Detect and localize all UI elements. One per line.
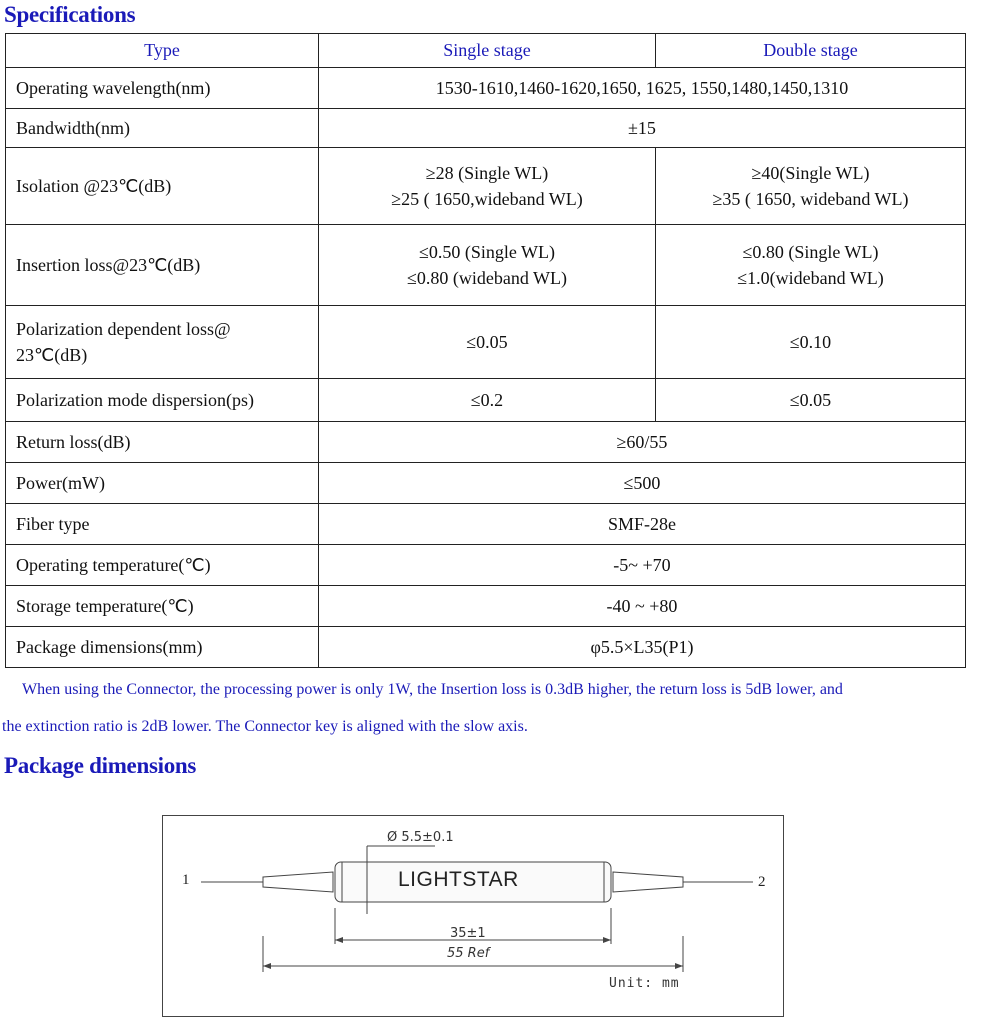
- specifications-table: [5, 33, 966, 668]
- overall-length-label: 55 Ref: [447, 946, 490, 961]
- arrow-head: [675, 963, 683, 969]
- port-1-label: 1: [182, 872, 190, 888]
- table-header-row: [6, 34, 966, 68]
- table-row: [6, 306, 966, 379]
- package-drawing: [162, 815, 784, 1017]
- row-value: -5~ +70: [319, 545, 966, 586]
- label-line: 23℃(dB): [16, 345, 88, 365]
- row-value: 1530-1610,1460-1620,1650, 1625, 1550,1480,1450,1310: [319, 68, 966, 109]
- diameter-label: Ø 5.5±0.1: [387, 830, 454, 845]
- row-label: Isolation @23℃(dB): [6, 148, 319, 225]
- arrow-head: [263, 963, 271, 969]
- row-label: Bandwidth(nm): [6, 109, 319, 148]
- row-label: Storage temperature(℃): [6, 586, 319, 627]
- row-label: Fiber type: [6, 504, 319, 545]
- value-line: ≤0.50 (Single WL): [418, 242, 556, 262]
- single-stage-value: [319, 225, 656, 306]
- header-type: Type: [6, 34, 319, 68]
- row-value: ≥60/55: [319, 422, 966, 463]
- table-row: [6, 586, 966, 627]
- value-line: ≥35 ( 1650, wideband WL): [712, 189, 909, 209]
- unit-label: Unit: mm: [609, 976, 680, 991]
- row-value: φ5.5×L35(P1): [319, 627, 966, 668]
- port-2-label: 2: [758, 874, 766, 890]
- body-length-label: 35±1: [450, 926, 486, 941]
- arrow-head: [335, 937, 343, 943]
- row-label: Operating wavelength(nm): [6, 68, 319, 109]
- row-label: [6, 306, 319, 379]
- table-row: [6, 225, 966, 306]
- label-line: Polarization dependent loss@: [16, 319, 231, 339]
- table-row: [6, 463, 966, 504]
- row-label: Return loss(dB): [6, 422, 319, 463]
- double-stage-value: [656, 225, 966, 306]
- double-stage-value: ≤0.10: [656, 306, 966, 379]
- single-stage-value: ≤0.2: [319, 379, 656, 422]
- row-label: Polarization mode dispersion(ps): [6, 379, 319, 422]
- left-boot: [263, 872, 333, 892]
- row-label: Power(mW): [6, 463, 319, 504]
- specifications-heading: Specifications: [4, 2, 136, 27]
- connector-note-line1: When using the Connector, the processing power is only 1W, the Insertion loss is 0.3dB higher, the return loss is 5dB lower, and: [22, 681, 843, 698]
- package-dimensions-heading: Package dimensions: [4, 753, 197, 778]
- table-row: [6, 627, 966, 668]
- table-row: [6, 422, 966, 463]
- value-line: ≥40(Single WL): [751, 163, 870, 183]
- row-value: ≤500: [319, 463, 966, 504]
- brand-label: LIGHTSTAR: [398, 868, 519, 891]
- value-line: ≤0.80 (wideband WL): [406, 268, 567, 288]
- table-row: [6, 545, 966, 586]
- table-row: [6, 109, 966, 148]
- header-single-stage: Single stage: [319, 34, 656, 68]
- header-double-stage: Double stage: [656, 34, 966, 68]
- table-row: [6, 68, 966, 109]
- single-stage-value: ≤0.05: [319, 306, 656, 379]
- row-label: Package dimensions(mm): [6, 627, 319, 668]
- row-label: Operating temperature(℃): [6, 545, 319, 586]
- row-value: ±15: [319, 109, 966, 148]
- row-value: SMF-28e: [319, 504, 966, 545]
- value-line: ≥28 (Single WL): [425, 163, 549, 183]
- table-row: [6, 148, 966, 225]
- right-boot: [613, 872, 683, 892]
- value-line: ≤1.0(wideband WL): [737, 268, 884, 288]
- value-line: ≤0.80 (Single WL): [742, 242, 879, 262]
- arrow-head: [603, 937, 611, 943]
- value-line: ≥25 ( 1650,wideband WL): [391, 189, 583, 209]
- row-label: Insertion loss@23℃(dB): [6, 225, 319, 306]
- table-row: [6, 379, 966, 422]
- single-stage-value: [319, 148, 656, 225]
- double-stage-value: [656, 148, 966, 225]
- package-drawing-svg: [163, 816, 783, 1016]
- double-stage-value: ≤0.05: [656, 379, 966, 422]
- connector-note-line2: the extinction ratio is 2dB lower. The Connector key is aligned with the slow axis.: [2, 718, 528, 735]
- table-row: [6, 504, 966, 545]
- row-value: -40 ~ +80: [319, 586, 966, 627]
